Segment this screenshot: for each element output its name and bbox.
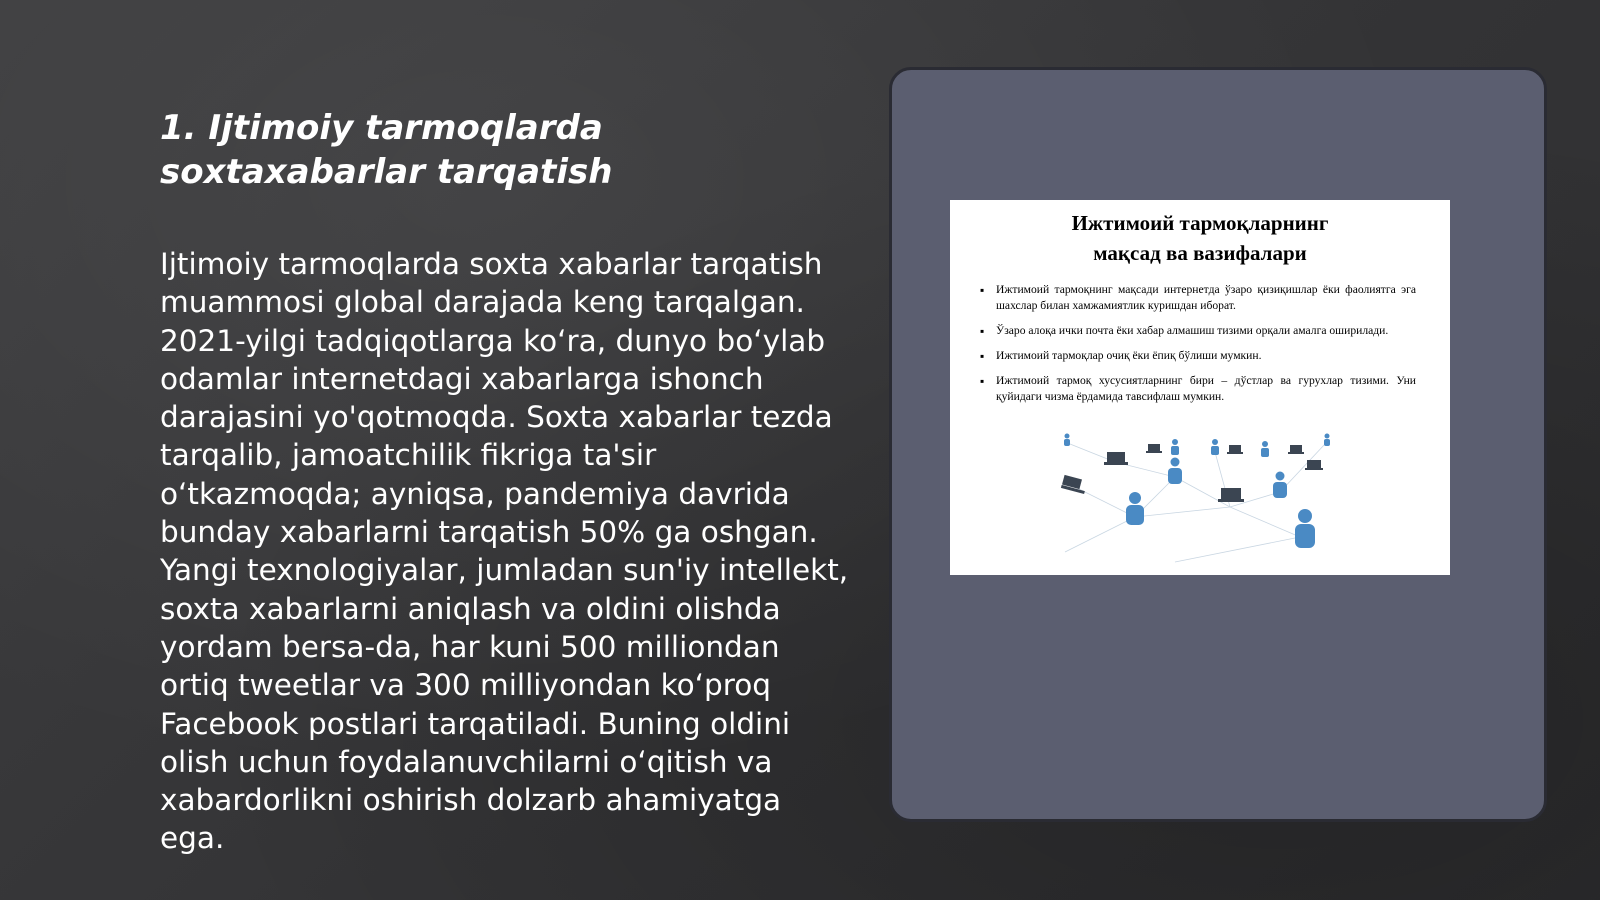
laptop-icon — [1146, 444, 1162, 453]
list-item: ▪ Ижтимоий тармоқлар очиқ ёки ёпиқ бўлиши мумкин. — [980, 348, 1416, 364]
laptop-icon — [1227, 445, 1243, 454]
person-icon — [1324, 434, 1330, 447]
laptop-icon — [1104, 452, 1128, 465]
embedded-slide-title — [950, 208, 1450, 268]
network-lines — [1065, 442, 1325, 562]
laptop-icon — [1061, 475, 1085, 494]
person-icon — [1295, 509, 1315, 548]
list-item: ▪ Ижтимоий тармоқ хусусиятларнинг бири – дўстлар ва гурухлар тизими. Уни қуйидаги чизма ёрдамида тавсифлаш мумкин. — [980, 373, 1416, 405]
person-icon — [1273, 472, 1287, 499]
list-item: ▪ Ўзаро алоқа ички почта ёки хабар алмашиш тизими орқали амалга оширилади. — [980, 323, 1416, 339]
laptop-icon — [1218, 488, 1244, 502]
embedded-slide-bullets — [980, 282, 1416, 405]
person-icon — [1064, 434, 1070, 447]
slide-heading: 1. Ijtimoiy tarmoqlarda soxtaxabarlar tarqatish — [160, 108, 613, 192]
laptop-icon — [1288, 445, 1304, 454]
person-icon — [1168, 458, 1182, 485]
list-item: ▪ Ижтимоий тармоқнинг мақсади интернетда ўзаро қизиқишлар ёки фаолиятга эга шахслар билан хамжамиятлик куришдан иборат. — [980, 282, 1416, 314]
social-network-illustration — [1055, 432, 1345, 567]
embedded-slide-title-line2: мақсад ва вазифалари — [1093, 241, 1307, 265]
person-icon — [1171, 439, 1179, 455]
person-icon — [1126, 492, 1144, 525]
embedded-slide-title-line1: Ижтимоий тармоқларнинг — [1071, 211, 1329, 235]
body-paragraph: Ijtimoiy tarmoqlarda soxta xabarlar tarqatish muammosi global darajada keng tarqalgan. 2021-yilgi tadqiqotlarga koʻra, dunyo boʻylab odamlar internetdagi xabarlarga ishonch darajasini yo'qotmoqda. Soxta xabarlar tezda tarqalib, jamoatchilik fikriga ta'sir oʻtkazmoqda; ayniqsa, pandemiya davrida bunday xabarlarni tarqatish 50% ga oshgan. Yangi texnologiyalar, jumladan sun'iy intellekt, soxta xabarlarni aniqlash va oldini olishda yordam bersa-da, har kuni 500 milliondan ortiq tweetlar va 300 milliyondan koʻproq Facebook postlari tarqatiladi. Buning oldini olish uchun foydalanuvchilarni oʻqitish va xabardorlikni oshirish dolzarb ahamiyatga ega. — [160, 247, 849, 856]
laptop-icon — [1305, 460, 1323, 470]
person-icon — [1261, 441, 1269, 457]
embedded-slide-image — [950, 200, 1450, 575]
person-icon — [1211, 439, 1219, 455]
